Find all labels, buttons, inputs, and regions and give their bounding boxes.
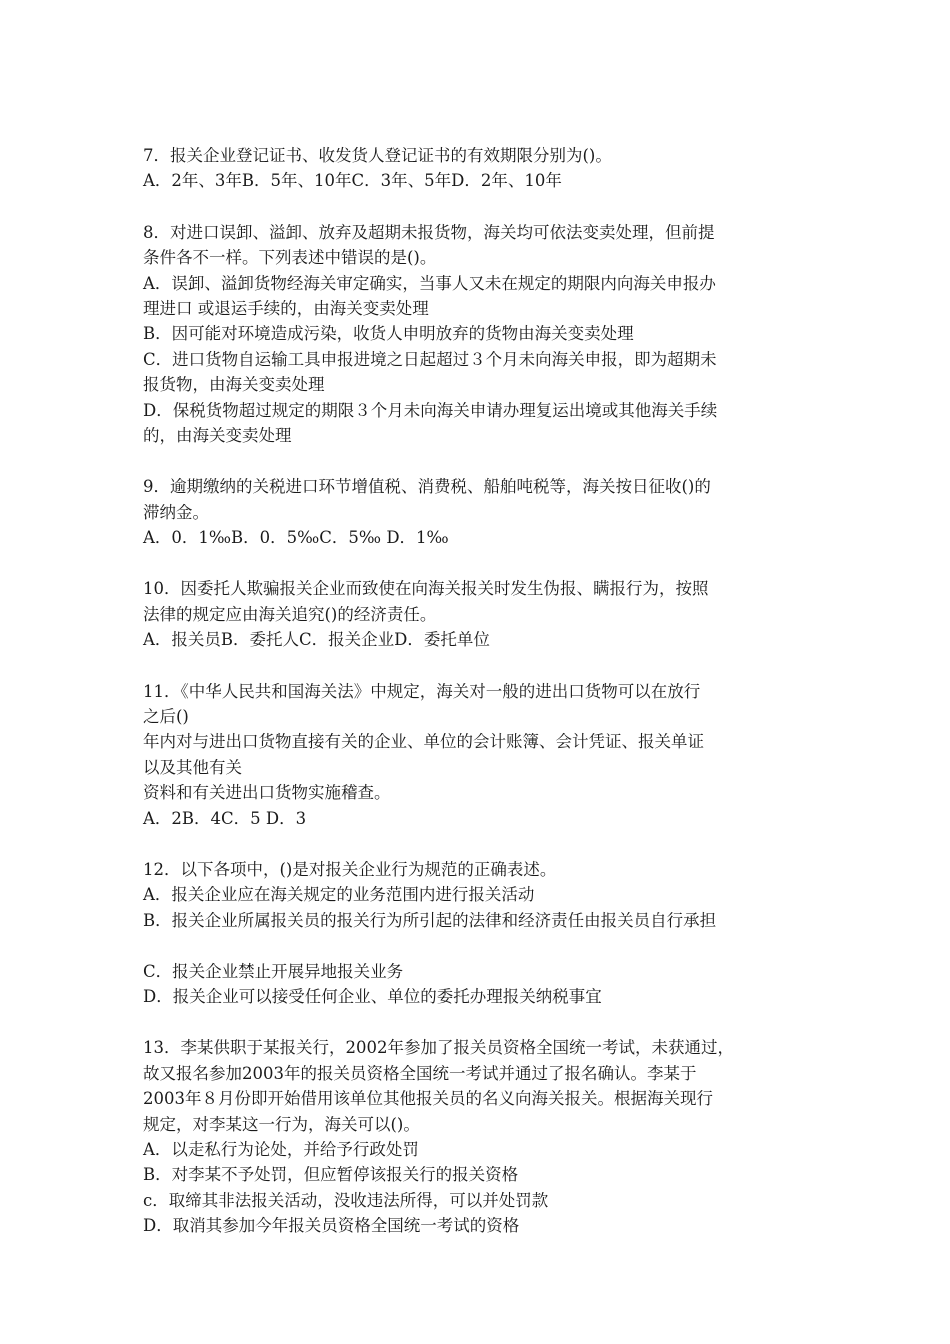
- question-text-line: 11．《中华人民共和国海关法》中规定，海关对一般的进出口货物可以在放行: [143, 681, 701, 701]
- question-text-line: 9．逾期缴纳的关税进口环节增值税、消费税、船舶吨税等，海关按日征收()的: [143, 477, 711, 497]
- question-text-line: A．2B．4C．5 D．3: [143, 808, 307, 828]
- question-text-line: 规定，对李某这一行为，海关可以()。: [143, 1114, 420, 1134]
- question-text-line: c．取缔其非法报关活动，没收违法所得，可以并处罚款: [143, 1190, 549, 1210]
- question-q9: [143, 474, 823, 550]
- question-text-line: 10．因委托人欺骗报关企业而致使在向海关报关时发生伪报、瞒报行为，按照: [143, 579, 709, 599]
- question-list: [143, 143, 823, 1264]
- question-text-line: 之后(): [143, 707, 189, 727]
- question-text-line: 的，由海关变卖处理: [143, 425, 292, 445]
- question-q8: [143, 220, 823, 449]
- question-q10: [143, 576, 823, 652]
- question-text-line: D．取消其参加今年报关员资格全国统一考试的资格: [143, 1216, 520, 1236]
- question-text-line: A．2年、3年B．5年、10年C．3年、5年D．2年、10年: [143, 171, 562, 191]
- question-text-line: 资料和有关进出口货物实施稽查。: [143, 783, 391, 803]
- question-text-line: D．报关企业可以接受任何企业、单位的委托办理报关纳税事宜: [143, 986, 602, 1006]
- blank-line: [143, 933, 823, 958]
- question-text-line: A．以走私行为论处，并给予行政处罚: [143, 1139, 419, 1159]
- question-text-line: B．因可能对环境造成污染，收货人申明放弃的货物由海关变卖处理: [143, 324, 634, 344]
- question-text-line: A．报关企业应在海关规定的业务范围内进行报关活动: [143, 885, 535, 905]
- question-text-line: 条件各不一样。下列表述中错误的是()。: [143, 248, 437, 268]
- question-text-line: 13．李某供职于某报关行，2002年参加了报关员资格全国统一考试，未获通过，: [143, 1038, 734, 1058]
- question-text-line: 报货物，由海关变卖处理: [143, 375, 325, 395]
- question-q12: [143, 857, 823, 1009]
- question-text-line: A．误卸、溢卸货物经海关审定确实，当事人又未在规定的期限内向海关申报办: [143, 273, 716, 293]
- question-text-line: A．报关员B．委托人C．报关企业D．委托单位: [143, 630, 490, 650]
- question-text-line: C．报关企业禁止开展异地报关业务: [143, 961, 404, 981]
- question-text-line: 12．以下各项中，()是对报关企业行为规范的正确表述。: [143, 859, 557, 879]
- question-text-line: 8．对进口误卸、溢卸、放弃及超期未报货物，海关均可依法变卖处理，但前提: [143, 222, 715, 242]
- question-text-line: B．对李某不予处罚，但应暂停该报关行的报关资格: [143, 1165, 519, 1185]
- question-text-line: 年内对与进出口货物直接有关的企业、单位的会计账簿、会计凭证、报关单证: [143, 732, 704, 752]
- question-q11: [143, 679, 823, 831]
- question-q13: [143, 1035, 823, 1238]
- question-text-line: 滞纳金。: [143, 502, 209, 522]
- question-text-line: 理进口 或退运手续的，由海关变卖处理: [143, 298, 429, 318]
- question-text-line: 2003年８月份即开始借用该单位其他报关员的名义向海关报关。根据海关现行: [143, 1089, 713, 1109]
- question-text-line: 以及其他有关: [143, 757, 242, 777]
- question-text-line: D．保税货物超过规定的期限３个月未向海关申请办理复运出境或其他海关手续: [143, 400, 718, 420]
- question-text-line: C．进口货物自运输工具申报进境之日起超过３个月未向海关申报，即为超期未: [143, 349, 717, 369]
- question-q7: [143, 143, 823, 194]
- question-text-line: A．0．1‰B．0．5‰C．5‰ D．1‰: [143, 528, 449, 548]
- question-text-line: B．报关企业所属报关员的报关行为所引起的法律和经济责任由报关员自行承担: [143, 910, 717, 930]
- question-text-line: 7．报关企业登记证书、收发货人登记证书的有效期限分别为()。: [143, 146, 612, 165]
- question-text-line: 法律的规定应由海关追究()的经济责任。: [143, 604, 437, 624]
- question-text-line: 故又报名参加2003年的报关员资格全国统一考试并通过了报名确认。李某于: [143, 1063, 697, 1083]
